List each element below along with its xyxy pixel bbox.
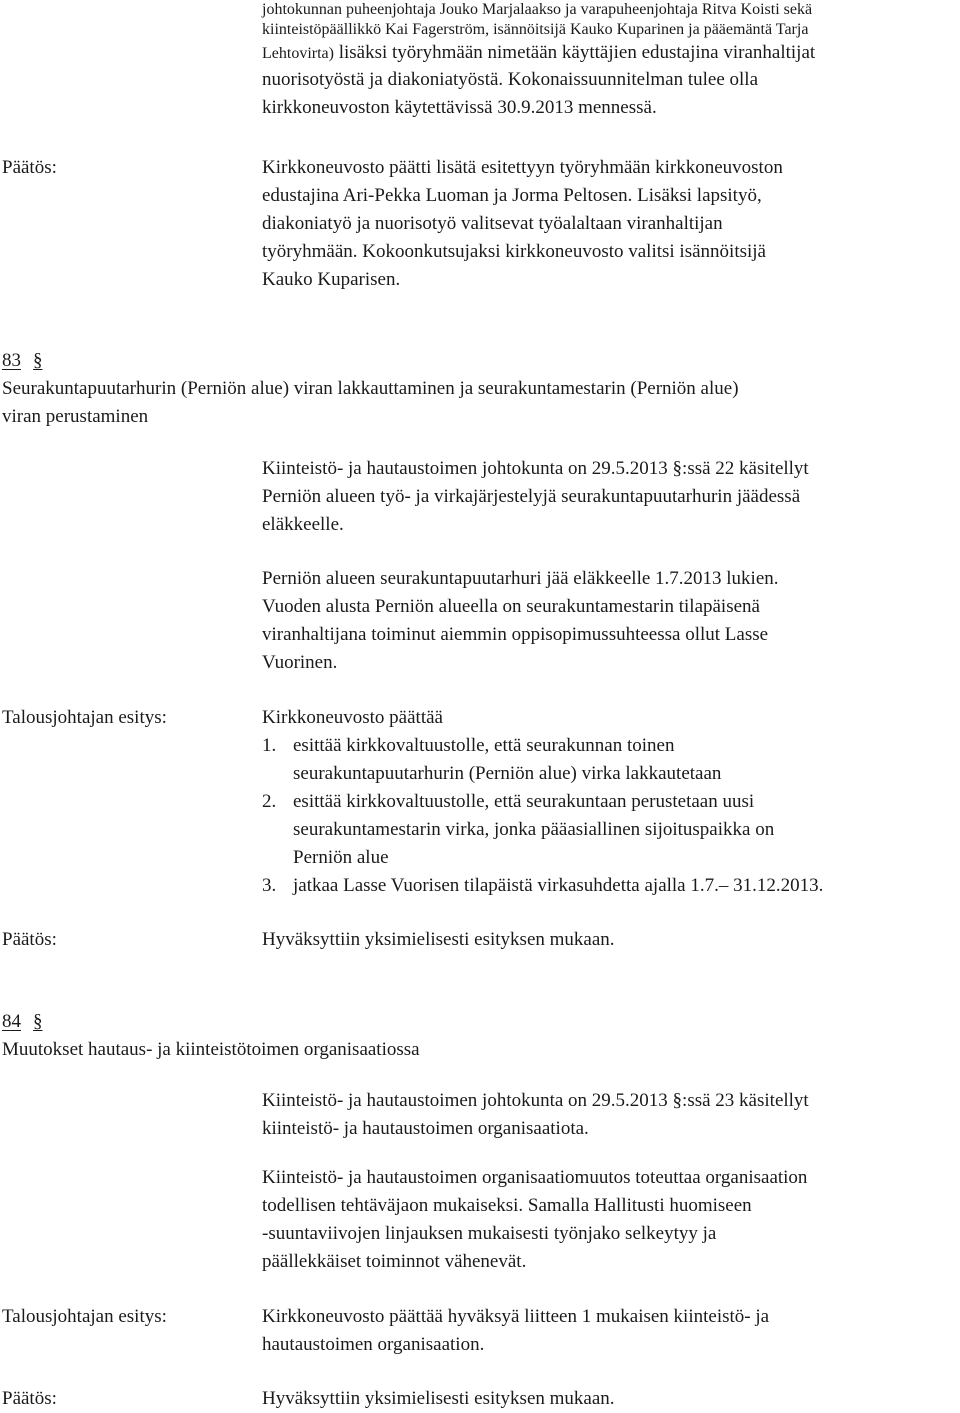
section-83-paragraph — [262, 455, 809, 539]
proposal-line: Kirkkoneuvosto päättää hyväksyä liitteen 1 mukaisen kiinteistö- ja — [262, 1306, 770, 1327]
intro-paragraph — [262, 0, 815, 122]
section-83-heading — [2, 347, 739, 431]
section-84-heading — [2, 1008, 420, 1064]
proposal-label: Talousjohtajan esitys: — [2, 1306, 167, 1327]
paragraph-line: Kiinteistö- ja hautaustoimen johtokunta on 29.5.2013 §:ssä 22 käsitellyt — [262, 458, 809, 479]
proposal-list — [262, 732, 960, 900]
decision-text — [262, 154, 783, 294]
section-84-paragraph — [262, 1164, 807, 1276]
intro-text: lisäksi työryhmään nimetään käyttäjien edustajina viranhaltijat — [333, 42, 816, 63]
intro-line: johtokunnan puheenjohtaja Jouko Marjalaakso ja varapuheenjohtaja Ritva Koisti sekä — [262, 1, 813, 18]
intro-line: kiinteistöpäällikkö Kai Fagerström, isännöitsijä Kauko Kuparinen ja pääemäntä Tarja — [262, 21, 809, 38]
paragraph-line: todellisen tehtäväjaon mukaiseksi. Samalla Hallitusti huomiseen — [262, 1195, 752, 1216]
decision-label: Päätös: — [2, 929, 57, 950]
section-84-paragraph — [262, 1087, 809, 1143]
decision-text: Hyväksyttiin yksimielisesti esityksen mukaan. — [262, 929, 615, 950]
decision-line: työryhmään. Kokoonkutsujaksi kirkkoneuvosto valitsi isännöitsijä — [262, 241, 766, 262]
section-number: 84 § — [2, 1011, 43, 1032]
proposal-intro: Kirkkoneuvosto päättää — [262, 707, 443, 728]
proposal-label: Talousjohtajan esitys: — [2, 707, 167, 728]
paragraph-line: päällekkäiset toiminnot vähenevät. — [262, 1251, 527, 1272]
list-item: 2. esittää kirkkovaltuustolle, että seurakuntaan perustetaan uusi seurakuntamestarin virka, jonka pääasiallinen sijoituspaikka on Perniön alue — [262, 788, 960, 872]
list-item: 1. esittää kirkkovaltuustolle, että seurakunnan toinen seurakuntapuutarhurin (Perniön alue) virka lakkautetaan — [262, 732, 960, 788]
decision-label: Päätös: — [2, 157, 57, 178]
paragraph-line: Perniön alueen työ- ja virkajärjestelyjä seurakuntapuutarhurin jäädessä — [262, 486, 801, 507]
proposal-line: hautaustoimen organisaation. — [262, 1334, 485, 1355]
decision-line: Kirkkoneuvosto päätti lisätä esitettyyn työryhmään kirkkoneuvoston — [262, 157, 783, 178]
decision-label: Päätös: — [2, 1388, 57, 1409]
paragraph-line: Vuorinen. — [262, 652, 338, 673]
section-title: Seurakuntapuutarhurin (Perniön alue) viran lakkauttaminen ja seurakuntamestarin (Perniön alue) — [2, 378, 739, 399]
decision-line: edustajina Ari-Pekka Luoman ja Jorma Peltosen. Lisäksi lapsityö, — [262, 185, 762, 206]
paragraph-line: eläkkeelle. — [262, 514, 344, 535]
paragraph-line: Kiinteistö- ja hautaustoimen johtokunta on 29.5.2013 §:ssä 23 käsitellyt — [262, 1090, 809, 1111]
proposal-text — [262, 1303, 769, 1359]
list-number: 3. — [262, 875, 277, 896]
list-number: 1. — [262, 735, 277, 756]
list-item: 3. jatkaa Lasse Vuorisen tilapäistä virkasuhdetta ajalla 1.7.– 31.12.2013. — [262, 872, 960, 900]
intro-small-text: Lehtovirta) — [262, 45, 334, 62]
decision-line: Kauko Kuparisen. — [262, 269, 401, 290]
intro-line: kirkkoneuvoston käytettävissä 30.9.2013 mennessä. — [262, 97, 657, 118]
paragraph-line: -suuntaviivojen linjauksen mukaisesti työnjako selkeytyy ja — [262, 1223, 717, 1244]
list-number: 2. — [262, 791, 277, 812]
section-83-paragraph — [262, 565, 779, 677]
paragraph-line: kiinteistö- ja hautaustoimen organisaatiota. — [262, 1118, 589, 1139]
section-title: viran perustaminen — [2, 406, 149, 427]
decision-text: Hyväksyttiin yksimielisesti esityksen mukaan. — [262, 1388, 615, 1409]
section-title: Muutokset hautaus- ja kiinteistötoimen organisaatiossa — [2, 1039, 420, 1060]
paragraph-line: viranhaltijana toiminut aiemmin oppisopimussuhteessa ollut Lasse — [262, 624, 769, 645]
paragraph-line: Vuoden alusta Perniön alueella on seurakuntamestarin tilapäisenä — [262, 596, 760, 617]
paragraph-line: Perniön alueen seurakuntapuutarhuri jää eläkkeelle 1.7.2013 lukien. — [262, 568, 779, 589]
decision-line: diakoniatyö ja nuorisotyö valitsevat työalaltaan viranhaltijan — [262, 213, 723, 234]
paragraph-line: Kiinteistö- ja hautaustoimen organisaatiomuutos toteuttaa organisaation — [262, 1167, 808, 1188]
intro-line — [262, 40, 815, 66]
intro-line: nuorisotyöstä ja diakoniatyöstä. Kokonaissuunnitelman tulee olla — [262, 69, 759, 90]
section-number: 83 § — [2, 350, 43, 371]
